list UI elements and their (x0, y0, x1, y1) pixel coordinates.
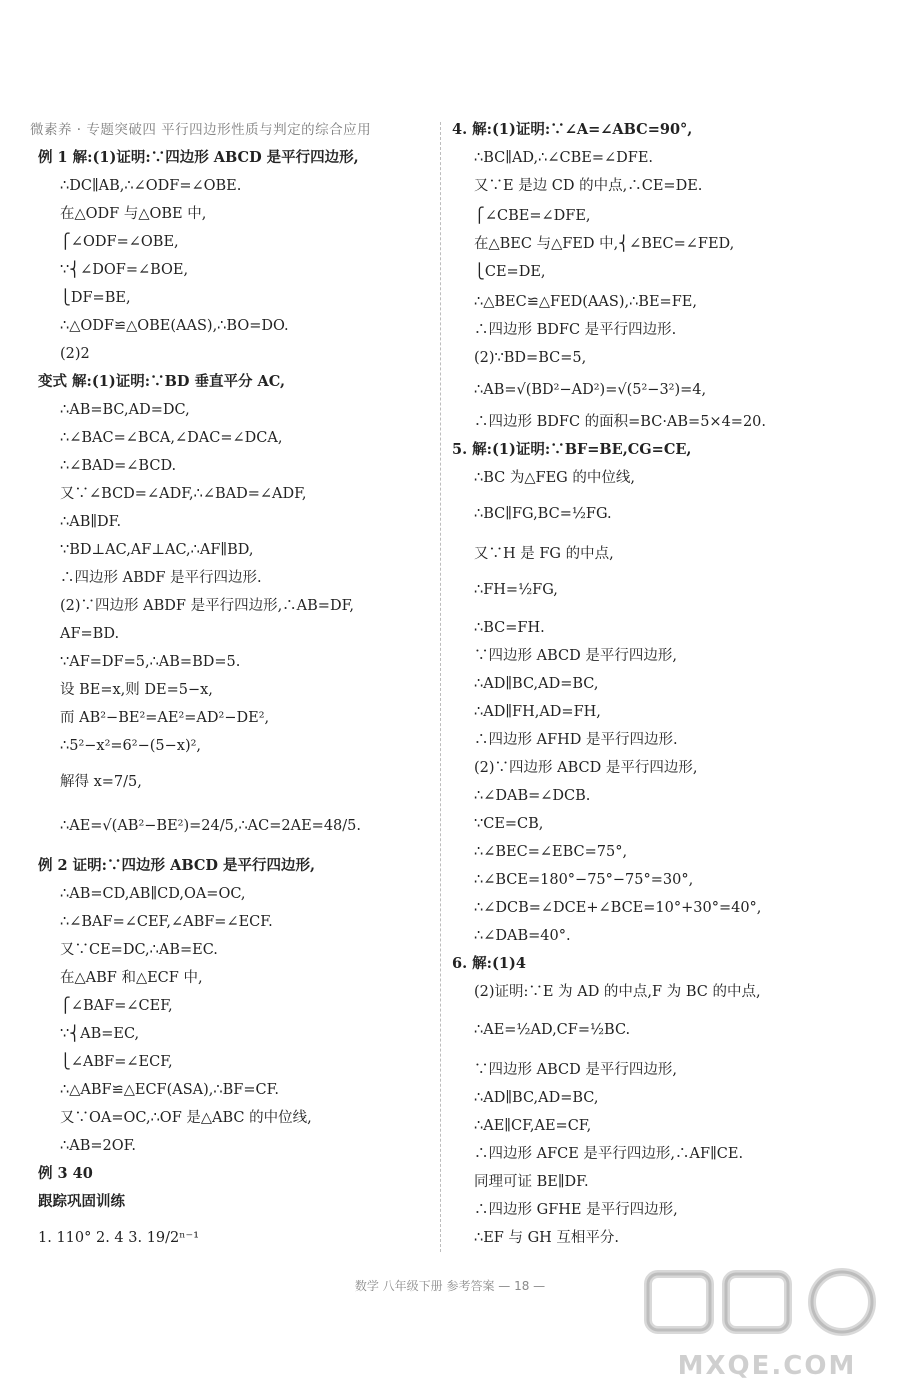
line: (2)∵四边形 ABCD 是平行四边形, (474, 760, 698, 776)
line: ∵BD⊥AC,AF⊥AC,∴AF∥BD, (60, 542, 254, 558)
line: (2)证明:∵E 为 AD 的中点,F 为 BC 的中点, (474, 984, 761, 1000)
line: ∵AF=DF=5,∴AB=BD=5. (60, 654, 241, 670)
line: ∵四边形 ABCD 是平行四边形, (474, 1062, 677, 1078)
line: 又∵H 是 FG 的中点, (474, 546, 614, 562)
line: ∴四边形 ABDF 是平行四边形. (60, 570, 262, 586)
line: 而 AB²−BE²=AE²=AD²−DE², (60, 710, 270, 726)
line: ⎩CE=DE, (474, 264, 546, 280)
line: ∴BC 为△FEG 的中位线, (474, 470, 635, 486)
line: 例 2 证明:∵四边形 ABCD 是平行四边形, (38, 857, 316, 874)
line: 例 3 40 (38, 1165, 93, 1182)
line: ∴AB∥DF. (60, 514, 122, 530)
line: ∵四边形 ABCD 是平行四边形, (474, 648, 677, 664)
line: ⎧∠CBE=∠DFE, (474, 208, 591, 224)
subsection-title: 跟踪巩固训练 (38, 1193, 125, 1210)
line: ∴四边形 GFHE 是平行四边形, (474, 1202, 678, 1218)
line: ∴∠BEC=∠EBC=75°, (474, 844, 628, 860)
line: ⎩∠ABF=∠ECF, (60, 1054, 173, 1070)
line: ∴四边形 AFCE 是平行四边形,∴AF∥CE. (474, 1146, 744, 1162)
line: ∴AB=BC,AD=DC, (60, 402, 190, 418)
line: ∴EF 与 GH 互相平分. (474, 1230, 620, 1246)
line: 又∵CE=DC,∴AB=EC. (60, 942, 218, 958)
line: ∴BC∥FG,BC=½FG. (474, 506, 612, 522)
line: ∴∠DAB=40°. (474, 928, 571, 944)
line: ∴∠DAB=∠DCB. (474, 788, 591, 804)
line: ⎧∠BAF=∠CEF, (60, 998, 173, 1014)
line: (2)∵四边形 ABDF 是平行四边形,∴AB=DF, (60, 598, 354, 614)
line: ∴DC∥AB,∴∠ODF=∠OBE. (60, 178, 242, 194)
line: ∴∠BAD=∠BCD. (60, 458, 177, 474)
line: 在△ODF 与△OBE 中, (60, 206, 207, 222)
line: 在△BEC 与△FED 中,⎨∠BEC=∠FED, (474, 236, 735, 252)
line: ∴BC=FH. (474, 620, 545, 636)
line: ∴AD∥BC,AD=BC, (474, 676, 599, 692)
line: ∴5²−x²=6²−(5−x)², (60, 738, 202, 754)
line: 例 1 解:(1)证明:∵四边形 ABCD 是平行四边形, (38, 149, 359, 166)
line: ∴AE=½AD,CF=½BC. (474, 1022, 631, 1038)
line: ∴AB=CD,AB∥CD,OA=OC, (60, 886, 246, 902)
column-divider (440, 122, 441, 1252)
line: ∴AE∥CF,AE=CF, (474, 1118, 592, 1134)
line: ∴△ABF≌△ECF(ASA),∴BF=CF. (60, 1082, 280, 1098)
line: ∴四边形 BDFC 的面积=BC·AB=5×4=20. (474, 414, 767, 430)
line: 1. 110° 2. 4 3. 19/2ⁿ⁻¹ (38, 1230, 200, 1246)
page-footer: 数学 八年级下册 参考答案 — 18 — (354, 1279, 546, 1293)
section-header: 微素养 · 专题突破四 平行四边形性质与判定的综合应用 (30, 122, 372, 138)
line: ∴AB=√(BD²−AD²)=√(5²−3²)=4, (474, 382, 707, 398)
line: 6. 解:(1)4 (452, 955, 526, 972)
line: ∴AD∥BC,AD=BC, (474, 1090, 599, 1106)
line: ∴四边形 AFHD 是平行四边形. (474, 732, 678, 748)
line: ∵CE=CB, (474, 816, 544, 832)
line: 又∵∠BCD=∠ADF,∴∠BAD=∠ADF, (60, 486, 307, 502)
line: ∵⎨AB=EC, (60, 1026, 140, 1042)
line: (2)2 (60, 346, 90, 362)
line: ∴∠DCB=∠DCE+∠BCE=10°+30°=40°, (474, 900, 762, 916)
line: 又∵E 是边 CD 的中点,∴CE=DE. (474, 178, 703, 194)
svg-text:MXQE.COM: MXQE.COM (677, 1351, 857, 1381)
line: 在△ABF 和△ECF 中, (60, 970, 203, 986)
line: 变式 解:(1)证明:∵BD 垂直平分 AC, (38, 373, 286, 390)
line: 同理可证 BE∥DF. (474, 1174, 589, 1190)
line: ∵⎨∠DOF=∠BOE, (60, 262, 189, 278)
line: ∴△BEC≌△FED(AAS),∴BE=FE, (474, 294, 697, 310)
line: 5. 解:(1)证明:∵BF=BE,CG=CE, (452, 441, 692, 458)
line: ∴AB=2OF. (60, 1138, 137, 1154)
line: 解得 x=7/5, (60, 774, 142, 790)
line: ∴BC∥AD,∴∠CBE=∠DFE. (474, 150, 654, 166)
line: ∴FH=½FG, (474, 582, 558, 598)
line: ∴△ODF≌△OBE(AAS),∴BO=DO. (60, 318, 289, 334)
line: ∴四边形 BDFC 是平行四边形. (474, 322, 677, 338)
line: (2)∵BD=BC=5, (474, 350, 587, 366)
line: ⎩DF=BE, (60, 290, 131, 306)
line: ∴∠BAC=∠BCA,∠DAC=∠DCA, (60, 430, 283, 446)
line: ∴∠BAF=∠CEF,∠ABF=∠ECF. (60, 914, 273, 930)
line: ⎧∠ODF=∠OBE, (60, 234, 179, 250)
line: 设 BE=x,则 DE=5−x, (60, 682, 213, 698)
line: 又∵OA=OC,∴OF 是△ABC 的中位线, (60, 1110, 312, 1126)
line: 4. 解:(1)证明:∵∠A=∠ABC=90°, (452, 121, 693, 138)
line: ∴AE=√(AB²−BE²)=24/5,∴AC=2AE=48/5. (60, 818, 361, 834)
line: ∴AD∥FH,AD=FH, (474, 704, 601, 720)
line: ∴∠BCE=180°−75°−75°=30°, (474, 872, 694, 888)
line: AF=BD. (60, 626, 120, 642)
watermark-logo (642, 1266, 892, 1384)
